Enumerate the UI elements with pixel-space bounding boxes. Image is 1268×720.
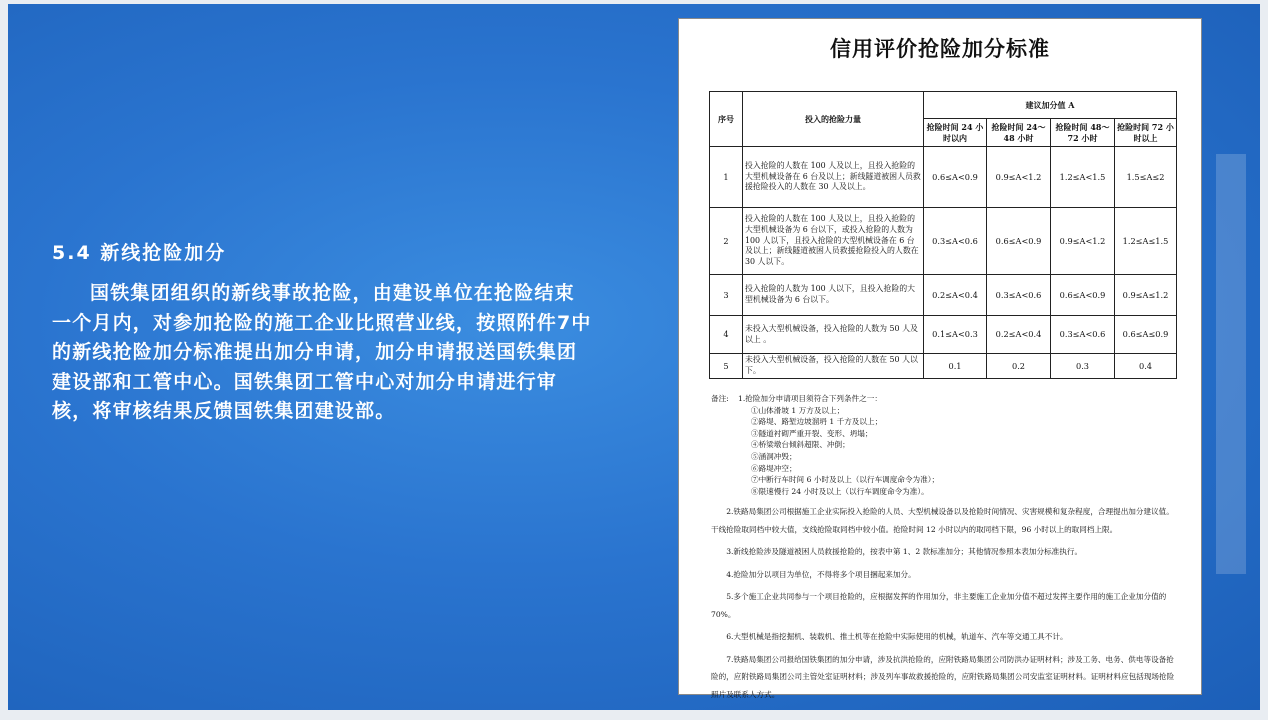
header-time: 抢险时间 72 小时以上 xyxy=(1115,119,1177,147)
score-cell: 0.2 xyxy=(987,354,1051,379)
note-paragraph: 3.新线抢险涉及隧道被困人员救援抢险的，按表中第 1、2 款标准加分；其他情况参照本表加分标准执行。 xyxy=(726,547,1083,557)
notes-label: 备注: xyxy=(711,394,729,403)
score-cell: 0.2≤A<0.4 xyxy=(924,275,987,316)
score-cell: 0.6≤A<0.9 xyxy=(1051,275,1115,316)
score-cell: 0.1 xyxy=(924,354,987,379)
score-cell: 0.9≤A≤1.2 xyxy=(1115,275,1177,316)
score-cell: 0.3≤A<0.6 xyxy=(924,208,987,275)
note-condition-item: ③隧道衬砌严重开裂、变形、坍塌； xyxy=(751,428,873,438)
score-cell: 0.3 xyxy=(1051,354,1115,379)
score-cell: 0.3≤A<0.6 xyxy=(1051,316,1115,354)
score-table xyxy=(709,91,1177,379)
body-paragraph: 国铁集团组织的新线事故抢险，由建设单位在抢险结束一个月内，对参加抢险的施工企业比照营业线，按照附件7中的新线抢险加分标准提出加分申请，加分申请报送国铁集团建设部和工管中心。国铁集团工管中心对加分申请进行审核，将审核结果反馈国铁集团建设部。 xyxy=(52,282,592,422)
score-cell: 0.2≤A<0.4 xyxy=(987,316,1051,354)
score-cell: 0.9≤A<1.2 xyxy=(1051,208,1115,275)
header-time: 抢险时间 24 小时以内 xyxy=(924,119,987,147)
note-paragraph: 2.铁路局集团公司根据施工企业实际投入抢险的人员、大型机械设备以及抢险时间情况、灾害规模和复杂程度，合理提出加分建议值。干线抢险取同档中较大值，支线抢险取同档中较小值。抢险时间 12 小时以内的取同档下限，96 小时以上的取同档上限。 xyxy=(711,507,1174,534)
score-cell: 0.6≤A≤0.9 xyxy=(1115,316,1177,354)
row-description: 未投入大型机械设备，投入抢险的人数在 50 人以下。 xyxy=(743,354,924,379)
score-cell: 0.6≤A<0.9 xyxy=(924,147,987,208)
table-row xyxy=(710,275,1177,316)
score-cell: 1.5≤A≤2 xyxy=(1115,147,1177,208)
score-cell: 1.2≤A<1.5 xyxy=(1051,147,1115,208)
score-cell: 0.6≤A<0.9 xyxy=(987,208,1051,275)
header-time: 抢险时间 24～48 小时 xyxy=(987,119,1051,147)
score-cell: 1.2≤A≤1.5 xyxy=(1115,208,1177,275)
note-paragraph: 7.铁路局集团公司报给国铁集团的加分申请，涉及抗洪抢险的，应附铁路局集团公司防洪办证明材料；涉及工务、电务、供电等设备抢险的，应附铁路局集团公司主管处室证明材料；涉及列车事故救援抢险的，应附铁路局集团公司安监室证明材料。证明材料应包括现场抢险照片及联系人方式。 xyxy=(711,654,1175,699)
row-number: 5 xyxy=(710,354,743,379)
table-row xyxy=(710,147,1177,208)
row-number: 4 xyxy=(710,316,743,354)
header-no: 序号 xyxy=(710,92,743,147)
row-description: 未投入大型机械设备，投入抢险的人数为 50 人及以上 。 xyxy=(743,316,924,354)
section-title: 5.4 新线抢险加分 xyxy=(52,242,227,264)
score-cell: 0.1≤A<0.3 xyxy=(924,316,987,354)
score-cell: 0.9≤A<1.2 xyxy=(987,147,1051,208)
notes-section xyxy=(711,393,1179,703)
header-time: 抢险时间 48～72 小时 xyxy=(1051,119,1115,147)
note-condition-item: ④桥梁墩台倾斜超限、冲倒； xyxy=(751,440,850,450)
row-number: 2 xyxy=(710,208,743,275)
note-condition-item: ⑦中断行车时间 6 小时及以上（以行车调度命令为准）； xyxy=(751,475,940,485)
row-description: 投入抢险的人数在 100 人及以上，且投入抢险的大型机械设备在 6 台及以上；新线隧道被困人员救援抢险投入的人数在 30 人及以上。 xyxy=(743,147,924,208)
table-row xyxy=(710,208,1177,275)
score-cell: 0.4 xyxy=(1115,354,1177,379)
note-condition-item: ⑧限速慢行 24 小时及以上（以行车调度命令为准）。 xyxy=(751,486,929,496)
header-force: 投入的抢险力量 xyxy=(743,92,924,147)
note-condition-item: ②路堤、路堑边坡溜坍 1 千方及以上； xyxy=(751,417,883,427)
note-condition-item: ①山体滑坡 1 万方及以上； xyxy=(751,405,845,415)
note-condition-item: ⑤涵洞冲毁； xyxy=(751,451,797,461)
row-description: 投入抢险的人数在 100 人及以上，且投入抢险的大型机械设备为 6 台以下，或投入抢险的人数为 100 人以下，且投入抢险的大型机械设备在 6 台及以上；新线隧道被困人员救援抢险投入的人数在 30 人以下。 xyxy=(743,208,924,275)
score-cell: 0.3≤A<0.6 xyxy=(987,275,1051,316)
note-condition-item: ⑥路堤冲空； xyxy=(751,463,797,473)
table-row xyxy=(710,354,1177,379)
row-number: 1 xyxy=(710,147,743,208)
document-title: 信用评价抢险加分标准 xyxy=(830,36,1050,61)
row-description: 投入抢险的人数为 100 人以下，且投入抢险的大型机械设备为 6 台以下。 xyxy=(743,275,924,316)
left-text-block xyxy=(52,238,592,427)
header-group: 建议加分值 A xyxy=(924,92,1177,119)
note-paragraph: 5.多个施工企业共同参与一个项目抢险的，应根据发挥的作用加分，非主要施工企业加分值不超过发挥主要作用的施工企业加分值的 70%。 xyxy=(711,592,1167,619)
note-first: 1.抢险加分申请项目须符合下列条件之一： xyxy=(738,394,882,403)
note-paragraph: 4.抢险加分以项目为单位，不得将多个项目捆起来加分。 xyxy=(726,569,916,579)
row-number: 3 xyxy=(710,275,743,316)
slide-background xyxy=(8,4,1260,710)
decorative-bar xyxy=(1216,154,1246,574)
document-image xyxy=(678,18,1202,699)
note-paragraph: 6.大型机械是指挖掘机、装载机、推土机等在抢险中实际使用的机械，轨道车、汽车等交通工具不计。 xyxy=(726,632,1068,642)
table-row xyxy=(710,316,1177,354)
